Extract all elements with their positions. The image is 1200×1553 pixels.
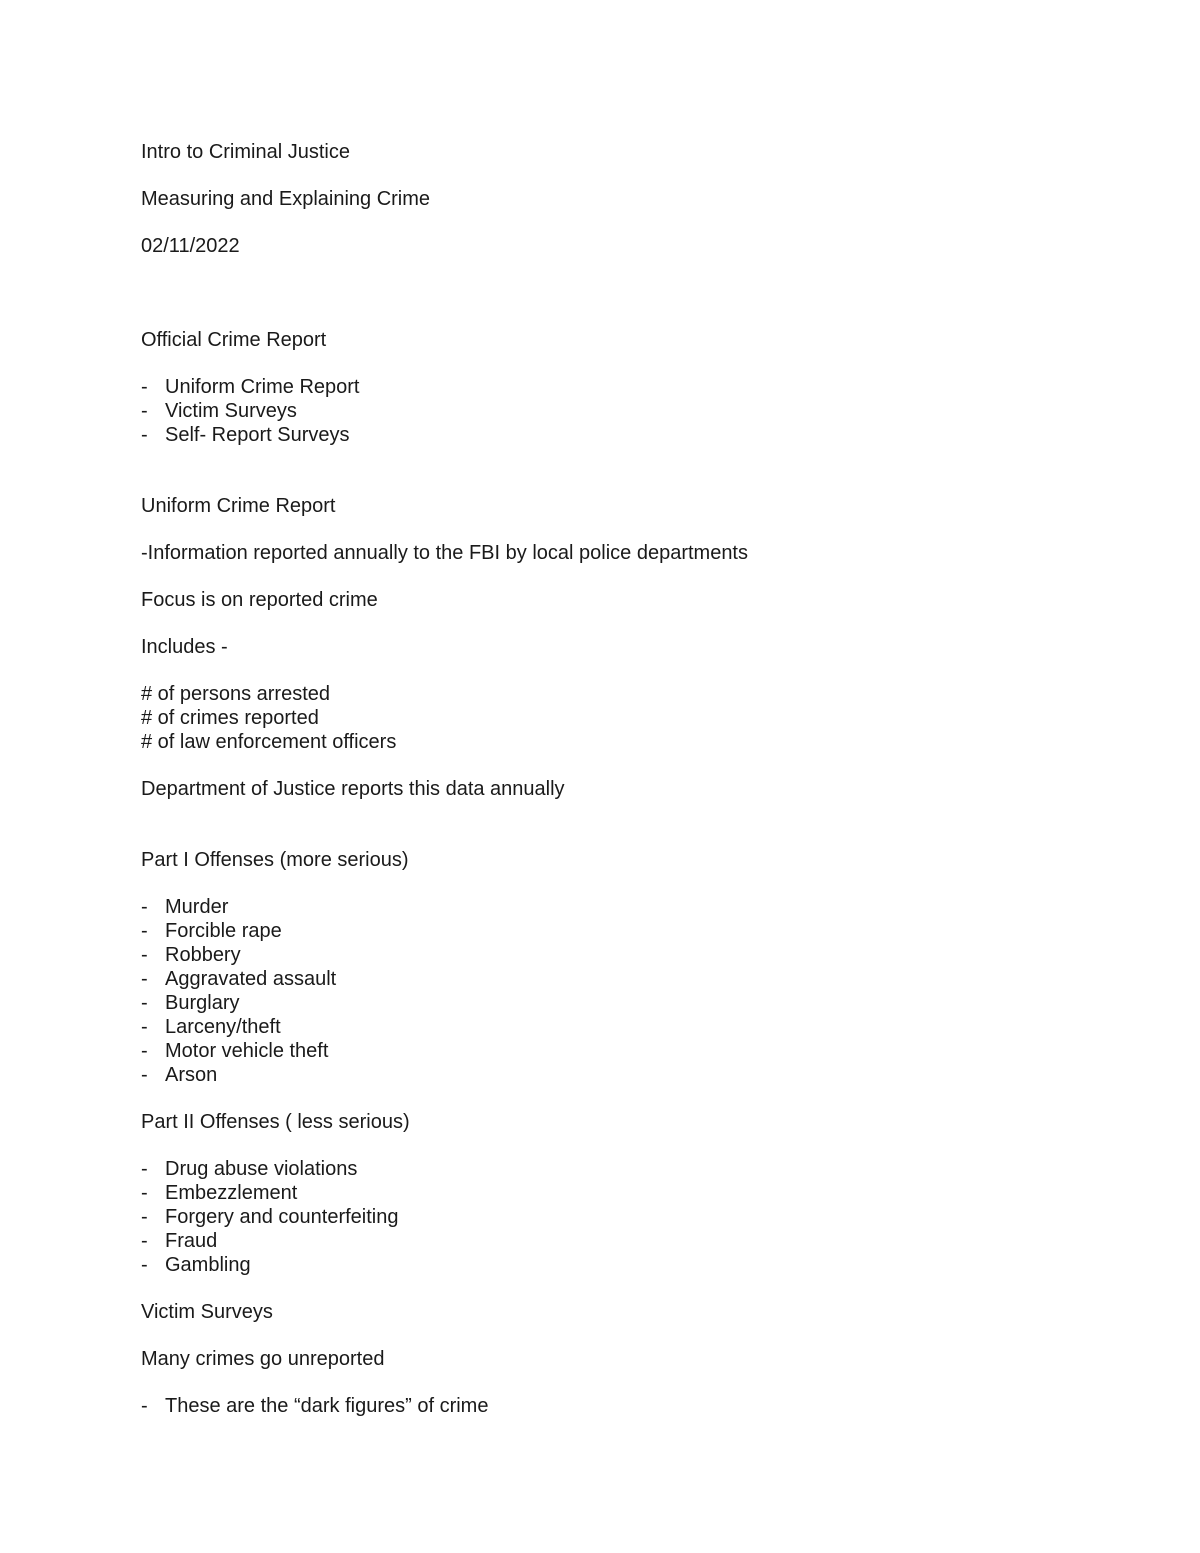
list-item: - Burglary: [141, 992, 240, 1014]
victim-surveys-heading: Victim Surveys: [141, 1301, 273, 1323]
dash-marker: -: [141, 896, 148, 918]
official-crime-report-heading: Official Crime Report: [141, 329, 327, 351]
list-item: - Motor vehicle theft: [141, 1040, 329, 1062]
ucr-focus: Focus is on reported crime: [141, 589, 378, 611]
list-item: - Fraud: [141, 1230, 218, 1252]
ucr-includes-label: Includes -: [141, 636, 228, 658]
dash-marker: -: [141, 1206, 148, 1228]
list-item: - Uniform Crime Report: [141, 376, 360, 398]
dash-marker: -: [141, 1016, 148, 1038]
ucr-include-item: # of persons arrested: [141, 683, 330, 705]
victim-surveys-statement: Many crimes go unreported: [141, 1348, 385, 1370]
list-item: - Murder: [141, 896, 229, 918]
part1-heading: Part I Offenses (more serious): [141, 849, 409, 871]
ucr-heading: Uniform Crime Report: [141, 495, 336, 517]
dash-marker: -: [141, 1395, 148, 1417]
list-item: - Drug abuse violations: [141, 1158, 358, 1180]
dash-marker: -: [141, 992, 148, 1014]
dash-marker: -: [141, 376, 148, 398]
ucr-include-item: # of crimes reported: [141, 707, 319, 729]
part1-list: [141, 895, 1121, 1087]
lecture-date: 02/11/2022: [141, 235, 240, 257]
part2-list: [141, 1157, 1121, 1277]
list-item: - Arson: [141, 1064, 218, 1086]
dash-marker: -: [141, 1182, 148, 1204]
list-item: - Robbery: [141, 944, 241, 966]
dash-marker: -: [141, 1064, 148, 1086]
ucr-include-item: # of law enforcement officers: [141, 731, 397, 753]
victim-surveys-list: [141, 1394, 1121, 1418]
list-item: - Aggravated assault: [141, 968, 337, 990]
ucr-description: -Information reported annually to the FBI by local police departments: [141, 542, 748, 564]
official-crime-report-list: [141, 375, 1121, 447]
list-item: - Self- Report Surveys: [141, 424, 350, 446]
list-item: - Forcible rape: [141, 920, 282, 942]
list-item: - Victim Surveys: [141, 400, 297, 422]
dash-marker: -: [141, 400, 148, 422]
dash-marker: -: [141, 1254, 148, 1276]
course-title: Intro to Criminal Justice: [141, 141, 350, 163]
dash-marker: -: [141, 1158, 148, 1180]
list-item: - Gambling: [141, 1254, 251, 1276]
dash-marker: -: [141, 944, 148, 966]
dash-marker: -: [141, 920, 148, 942]
list-item: - Embezzlement: [141, 1182, 298, 1204]
list-item: - Larceny/theft: [141, 1016, 281, 1038]
dash-marker: -: [141, 1230, 148, 1252]
lecture-topic: Measuring and Explaining Crime: [141, 188, 431, 210]
list-item: - These are the “dark figures” of crime: [141, 1395, 489, 1417]
document-page: [141, 140, 1121, 1418]
list-item: - Forgery and counterfeiting: [141, 1206, 399, 1228]
doj-note: Department of Justice reports this data annually: [141, 778, 565, 800]
dash-marker: -: [141, 968, 148, 990]
dash-marker: -: [141, 1040, 148, 1062]
part2-heading: Part II Offenses ( less serious): [141, 1111, 410, 1133]
dash-marker: -: [141, 424, 148, 446]
